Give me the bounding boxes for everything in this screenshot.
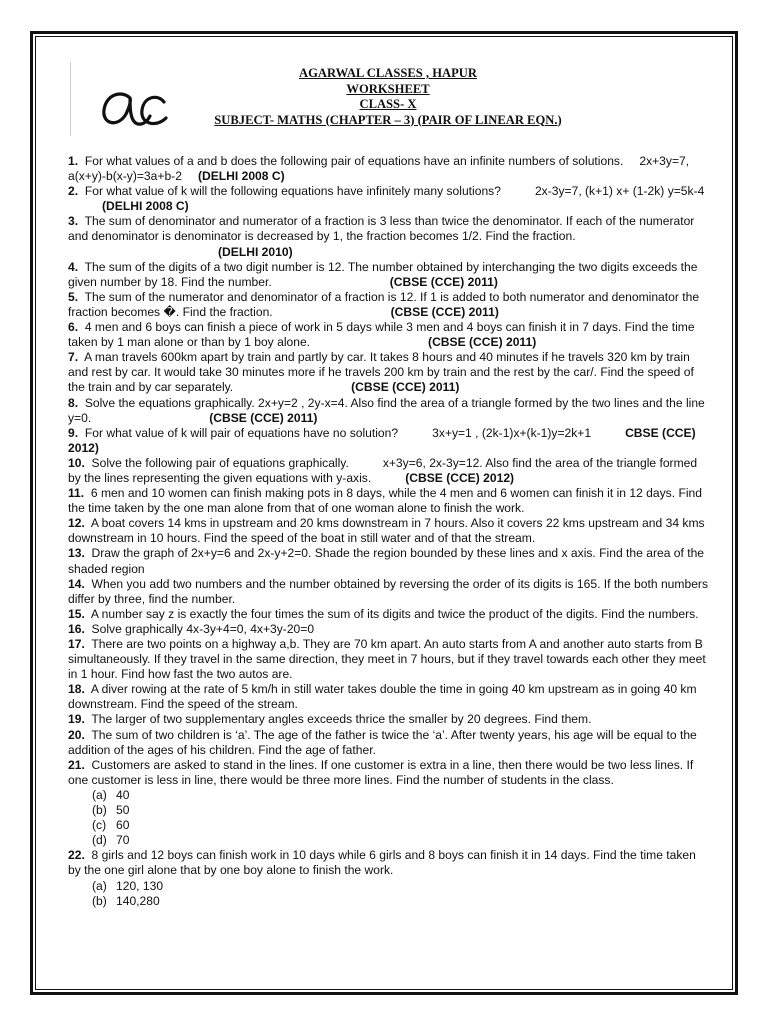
question-7: 7. A man travels 600km apart by train and partly by car. It takes 8 hours and 40 minutes if he travels 320 km by train and rest by car. It would take 30 minutes more if he travels 200 km by train and the rest by the car/. Find the speed of the train and by car separately. (CBSE (CCE) 2011)	[68, 350, 694, 395]
class-label: CLASS- X	[359, 97, 417, 111]
subject-label: SUBJECT- MATHS (CHAPTER – 3) (PAIR OF LINEAR EQN.)	[214, 112, 562, 127]
question-12: 12. A boat covers 14 kms in upstream and 20 kms downstream in 7 hours. Also it covers 22 kms upstream and 34 kms downstream in 10 hours. Find the speed of the boat in still water and of that the stream.	[68, 516, 705, 546]
option-21c: (c) 60	[92, 818, 130, 833]
option-21b: (b) 50	[92, 803, 130, 818]
header-divider	[70, 62, 71, 136]
question-6: 6. 4 men and 6 boys can finish a piece of work in 5 days while 3 men and 4 boys can finish it in 7 days. Find the time taken by 1 man alone or than by 1 boy alone. (CBSE (CCE) 2011)	[68, 320, 695, 350]
question-14: 14. When you add two numbers and the number obtained by reversing the order of its digits is 165. If the both numbers differ by three, find the number.	[68, 576, 709, 606]
option-21d: (d) 70	[92, 833, 130, 848]
question-2: 2. For what value of k will the following equations have infinitely many solutions? 2x-3y=7, (k+1) x+ (1-2k) y=5k-4(DELHI 2008 C)	[68, 184, 705, 214]
question-5: 5. The sum of the numerator and denominator of a fraction is 12. If 1 is added to both numerator and denominator the fraction becomes �. Find the fraction. (CBSE (CCE) 2011)	[68, 289, 700, 319]
worksheet-title: WORKSHEET	[346, 81, 430, 96]
worksheet-header	[150, 66, 626, 128]
question-16: 16. Solve graphically 4x-3y+4=0, 4x+3y-20=0	[68, 621, 315, 636]
option-22b: (b) 140,280	[92, 893, 160, 908]
question-22: 22. 8 girls and 12 boys can finish work in 10 days while 6 girls and 8 boys can finish it in 14 days. Find the time taken by the one girl alone that by one boy alone to finish the work.	[68, 848, 696, 878]
question-20: 20. The sum of two children is ‘a’. The age of the father is twice the ‘a’. After twenty years, his age will be equal to the addition of the ages of his children. Find the age of father.	[68, 727, 697, 757]
question-21: 21. Customers are asked to stand in the lines. If one customer is extra in a line, then there would be two less lines. If one customer is less in line, there would be three more lines. Find the number of students in the class.	[68, 757, 694, 787]
question-3: 3. The sum of denominator and numerator of a fraction is 3 less than twice the denominator. If each of the numerator and denominator is denominator is decreased by 1, the fraction becomes 1/2. Find the fraction.(DELHI 2010)	[68, 214, 695, 259]
question-9: 9. For what value of k will pair of equations have no solution? 3x+y=1 , (2k-1)x+(k-1)y=2k+1 CBSE (CCE) 2012)	[68, 425, 696, 455]
question-11: 11. 6 men and 10 women can finish making pots in 8 days, while the 4 men and 6 women can finish it in 12 days. Find the time taken by the one man alone from that of one woman alone to finish the work.	[68, 486, 702, 516]
institute-name: AGARWAL CLASSES , HAPUR	[298, 66, 477, 80]
option-21a: (a) 40	[92, 787, 130, 802]
question-18: 18. A diver rowing at the rate of 5 km/h in still water takes double the time in going 40 km upstream as in going 40 km downstream. Find the speed of the stream.	[68, 682, 697, 712]
question-15: 15. A number say z is exactly the four times the sum of its digits and twice the product of the digits. Find the numbers.	[68, 606, 699, 621]
question-13: 13. Draw the graph of 2x+y=6 and 2x-y+2=0. Shade the region bounded by these lines and x axis. Find the area of the shaded region	[68, 546, 705, 576]
question-17: 17. There are two points on a highway a,b. They are 70 km apart. An auto starts from A and another auto starts from B simultaneously. If they travel in the same direction, they meet in 7 hours, but if they travel towards each other they meet in 1 hour. Find how fast the two autos are.	[68, 637, 706, 682]
question-8: 8. Solve the equations graphically. 2x+y=2 , 2y-x=4. Also find the area of a triangle formed by the two lines and the line y=0. (CBSE (CCE) 2011)	[68, 395, 705, 425]
question-10: 10. Solve the following pair of equations graphically. x+3y=6, 2x-3y=12. Also find the area of the triangle formed by the lines representing the given equations with y-axis. (CBSE (CCE) 2012)	[68, 455, 698, 485]
question-19: 19. The larger of two supplementary angles exceeds thrice the smaller by 20 degrees. Find them.	[68, 712, 592, 727]
option-22a: (a) 120, 130	[92, 878, 164, 893]
question-4: 4. The sum of the digits of a two digit number is 12. The number obtained by interchanging the two digits exceeds the given number by 18. Find the number. (CBSE (CCE) 2011)	[68, 259, 698, 289]
question-1: 1. For what values of a and b does the following pair of equations have an infinite numbers of solutions. 2x+3y=7, a(x+y)-b(x-y)=3a+b-2 (DELHI 2008 C)	[68, 154, 690, 184]
question-list	[68, 154, 712, 909]
